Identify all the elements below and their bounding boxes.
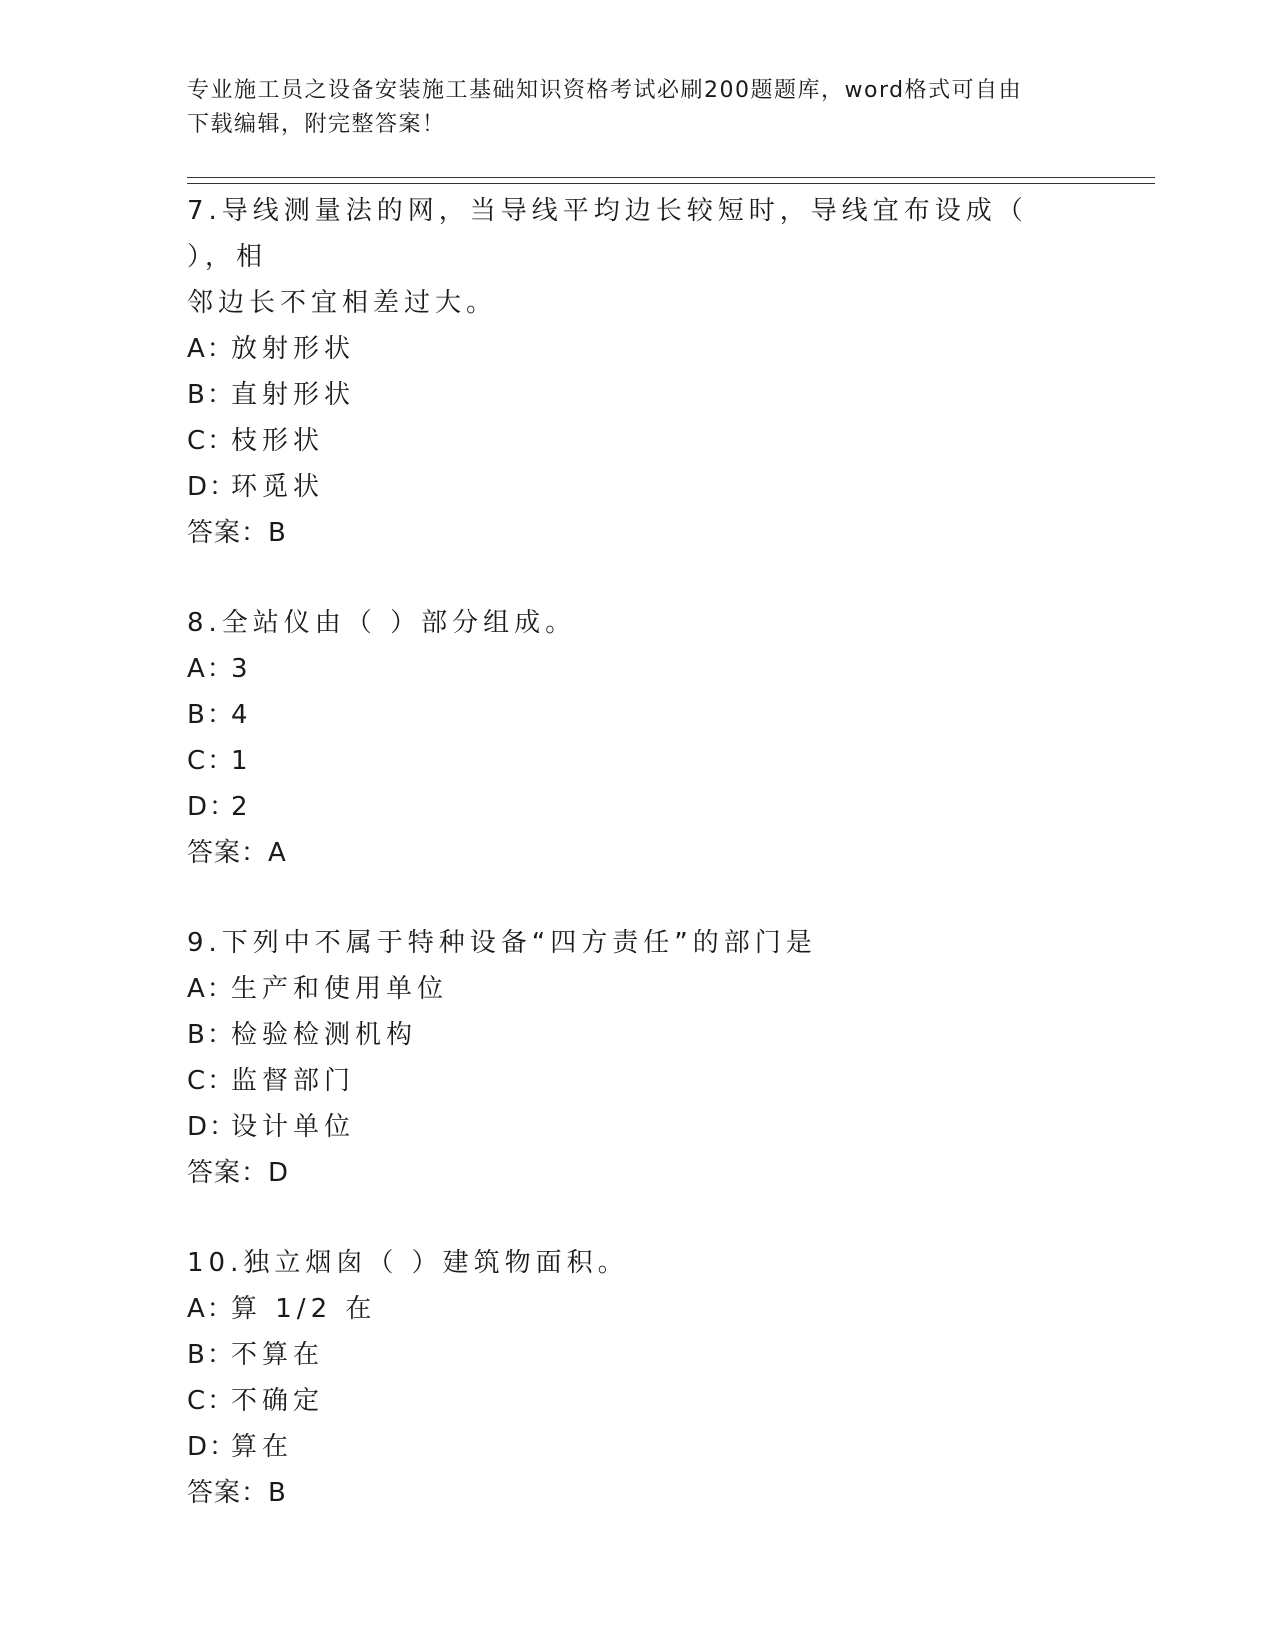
question-block xyxy=(187,188,1087,556)
option-c xyxy=(187,738,1087,784)
option-a xyxy=(187,1286,1087,1332)
option-d xyxy=(187,1424,1087,1470)
option-text: 直射形状 xyxy=(231,380,356,410)
question-spacer xyxy=(187,1196,1087,1240)
option-letter: C： xyxy=(187,426,236,456)
option-letter: A： xyxy=(187,974,235,1004)
question-text-line: 9.下列中不属于特种设备“四方责任”的部门是 xyxy=(187,928,817,958)
option-a xyxy=(187,326,1087,372)
option-letter: A： xyxy=(187,654,235,684)
option-d xyxy=(187,784,1087,830)
question-block xyxy=(187,600,1087,876)
question-spacer xyxy=(187,556,1087,600)
option-text: 检验检测机构 xyxy=(231,1020,418,1050)
option-b xyxy=(187,1012,1087,1058)
answer-line: 答案：B xyxy=(187,1478,287,1508)
question-text xyxy=(187,188,1087,326)
question-text xyxy=(187,1240,1087,1286)
option-a xyxy=(187,646,1087,692)
question-text xyxy=(187,920,1087,966)
option-text: 3 xyxy=(231,654,253,684)
option-letter: D： xyxy=(187,472,238,502)
option-text: 算 1/2 在 xyxy=(231,1294,377,1324)
option-letter: B： xyxy=(187,1340,235,1370)
option-c xyxy=(187,1378,1087,1424)
answer-line: 答案：D xyxy=(187,1158,290,1188)
option-text: 不算在 xyxy=(231,1340,325,1370)
option-text: 监督部门 xyxy=(231,1066,356,1096)
question-text-line: 邻边长不宜相差过大。 xyxy=(187,288,498,318)
document-header xyxy=(187,74,1067,142)
question-text-line: 10.独立烟囱（ ）建筑物面积。 xyxy=(187,1248,629,1278)
option-letter: C： xyxy=(187,746,236,776)
question-text-line: 8.全站仪由（ ）部分组成。 xyxy=(187,608,577,638)
option-c xyxy=(187,418,1087,464)
option-b xyxy=(187,692,1087,738)
option-text: 1 xyxy=(231,746,253,776)
option-letter: B： xyxy=(187,380,235,410)
question-block xyxy=(187,920,1087,1196)
option-d xyxy=(187,464,1087,510)
option-text: 环觅状 xyxy=(231,472,325,502)
option-text: 设计单位 xyxy=(231,1112,356,1142)
option-b xyxy=(187,372,1087,418)
option-letter: D： xyxy=(187,1432,238,1462)
question-text xyxy=(187,600,1087,646)
option-a xyxy=(187,966,1087,1012)
option-letter: C： xyxy=(187,1066,236,1096)
header-rule-bottom xyxy=(187,183,1155,184)
option-text: 算在 xyxy=(231,1432,294,1462)
question-list xyxy=(187,188,1087,1516)
option-c xyxy=(187,1058,1087,1104)
option-letter: A： xyxy=(187,334,235,364)
header-rule-top xyxy=(187,177,1155,178)
option-text: 4 xyxy=(231,700,253,730)
option-letter: D： xyxy=(187,1112,238,1142)
header-line-1: 专业施工员之设备安装施工基础知识资格考试必刷200题题库，word格式可自由 xyxy=(187,78,1023,103)
option-b xyxy=(187,1332,1087,1378)
question-text-line: 7.导线测量法的网，当导线平均边长较短时，导线宜布设成（ ），相 xyxy=(187,196,1028,272)
option-letter: D： xyxy=(187,792,238,822)
question-block xyxy=(187,1240,1087,1516)
question-spacer xyxy=(187,876,1087,920)
option-text: 2 xyxy=(231,792,253,822)
option-letter: C： xyxy=(187,1386,236,1416)
option-text: 枝形状 xyxy=(231,426,325,456)
option-text: 不确定 xyxy=(231,1386,325,1416)
header-line-2: 下载编辑，附完整答案！ xyxy=(187,112,446,137)
answer-line: 答案：A xyxy=(187,838,287,868)
option-letter: B： xyxy=(187,1020,235,1050)
option-letter: A： xyxy=(187,1294,235,1324)
option-text: 放射形状 xyxy=(231,334,356,364)
answer-line: 答案：B xyxy=(187,518,287,548)
option-text: 生产和使用单位 xyxy=(231,974,449,1004)
option-letter: B： xyxy=(187,700,235,730)
option-d xyxy=(187,1104,1087,1150)
